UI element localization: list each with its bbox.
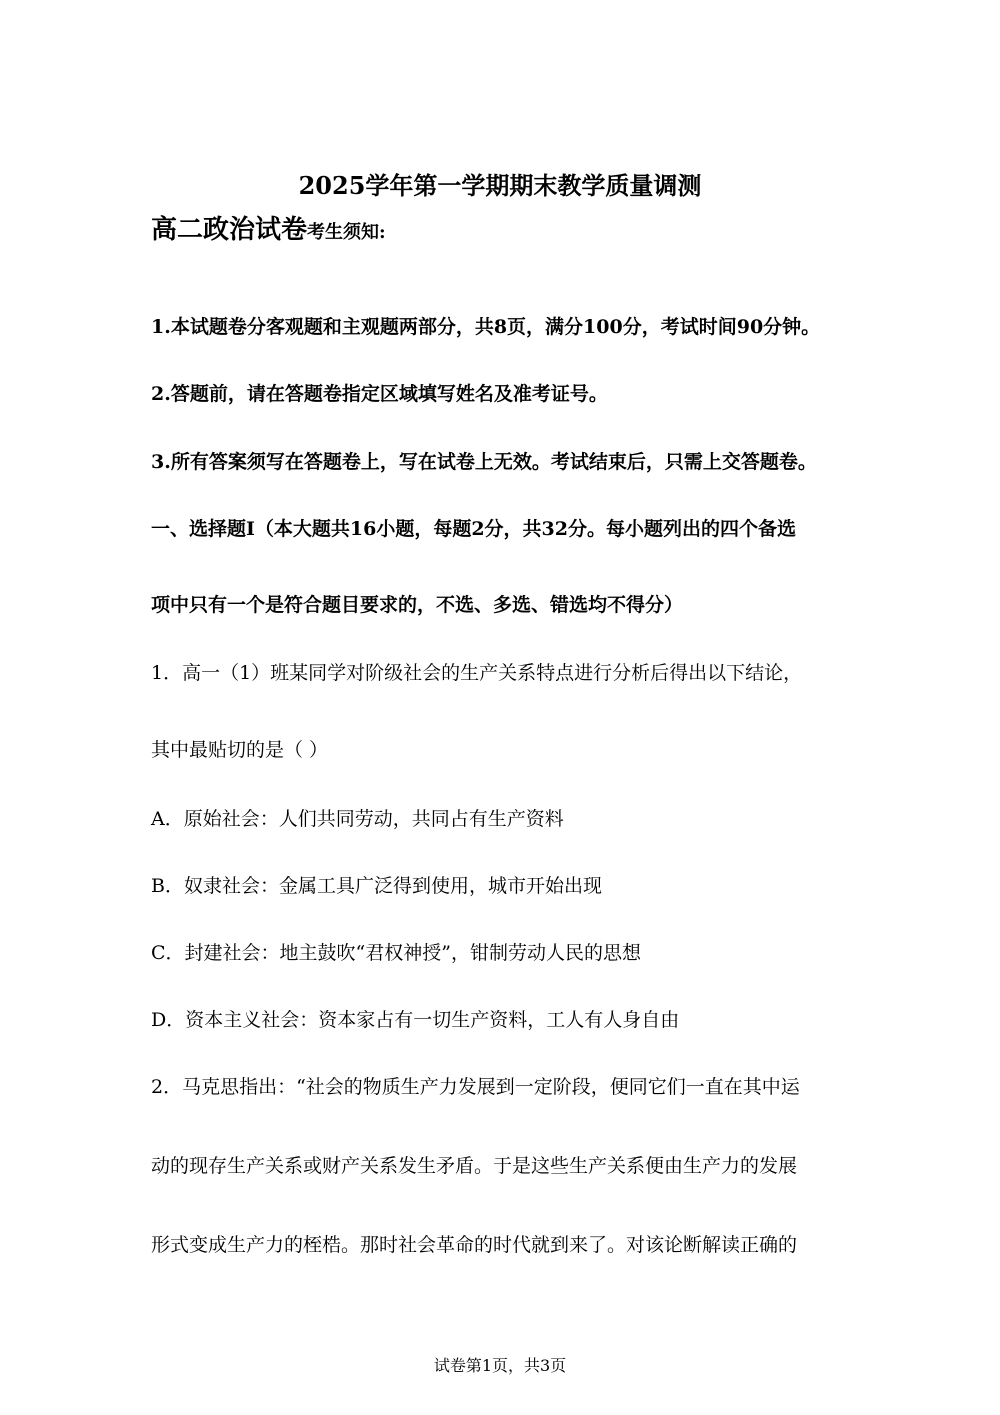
exam-subject-title: 高二政治试卷 <box>151 215 308 245</box>
section-heading-line-1: 一、选择题Ⅰ（本大题共16小题，每题2分，共32分。每小题列出的四个备选 <box>151 518 796 540</box>
page-title: 2025学年第一学期期末教学质量调测 <box>298 171 702 200</box>
instruction-1: 1.本试题卷分客观题和主观题两部分，共8页，满分100分，考试时间90分钟。 <box>151 316 821 338</box>
question-1-option-a: A．原始社会：人们共同劳动，共同占有生产资料 <box>151 808 564 830</box>
section-heading-line-2: 项中只有一个是符合题目要求的，不选、多选、错选均不得分） <box>151 594 684 616</box>
instruction-3: 3.所有答案须写在答题卷上，写在试卷上无效。考试结束后，只需上交答题卷。 <box>151 451 817 473</box>
question-1-option-b: B．奴隶社会：金属工具广泛得到使用，城市开始出现 <box>151 875 602 897</box>
question-2-stem-line-2: 动的现存生产关系或财产关系发生矛盾。于是这些生产关系便由生产力的发展 <box>151 1155 798 1177</box>
question-1-option-d: D．资本主义社会：资本家占有一切生产资料，工人有人身自由 <box>151 1009 680 1031</box>
instruction-2: 2.答题前，请在答题卷指定区域填写姓名及准考证号。 <box>151 383 608 405</box>
question-2-stem-line-1: 2．马克思指出：“社会的物质生产力发展到一定阶段，便同它们一直在其中运 <box>151 1076 800 1098</box>
question-1-stem-line-2: 其中最贴切的是（ ） <box>151 739 329 761</box>
question-1-stem-line-1: 1．高一（1）班某同学对阶级社会的生产关系特点进行分析后得出以下结论， <box>151 662 803 684</box>
question-1-option-c: C．封建社会：地主鼓吹“君权神授”，钳制劳动人民的思想 <box>151 942 641 964</box>
instructions-heading: 考生须知: <box>307 222 386 243</box>
question-2-stem-line-3: 形式变成生产力的桎梏。那时社会革命的时代就到来了。对该论断解读正确的 <box>151 1234 798 1256</box>
subtitle-row <box>151 217 386 243</box>
page-footer: 试卷第1页，共3页 <box>433 1356 567 1375</box>
